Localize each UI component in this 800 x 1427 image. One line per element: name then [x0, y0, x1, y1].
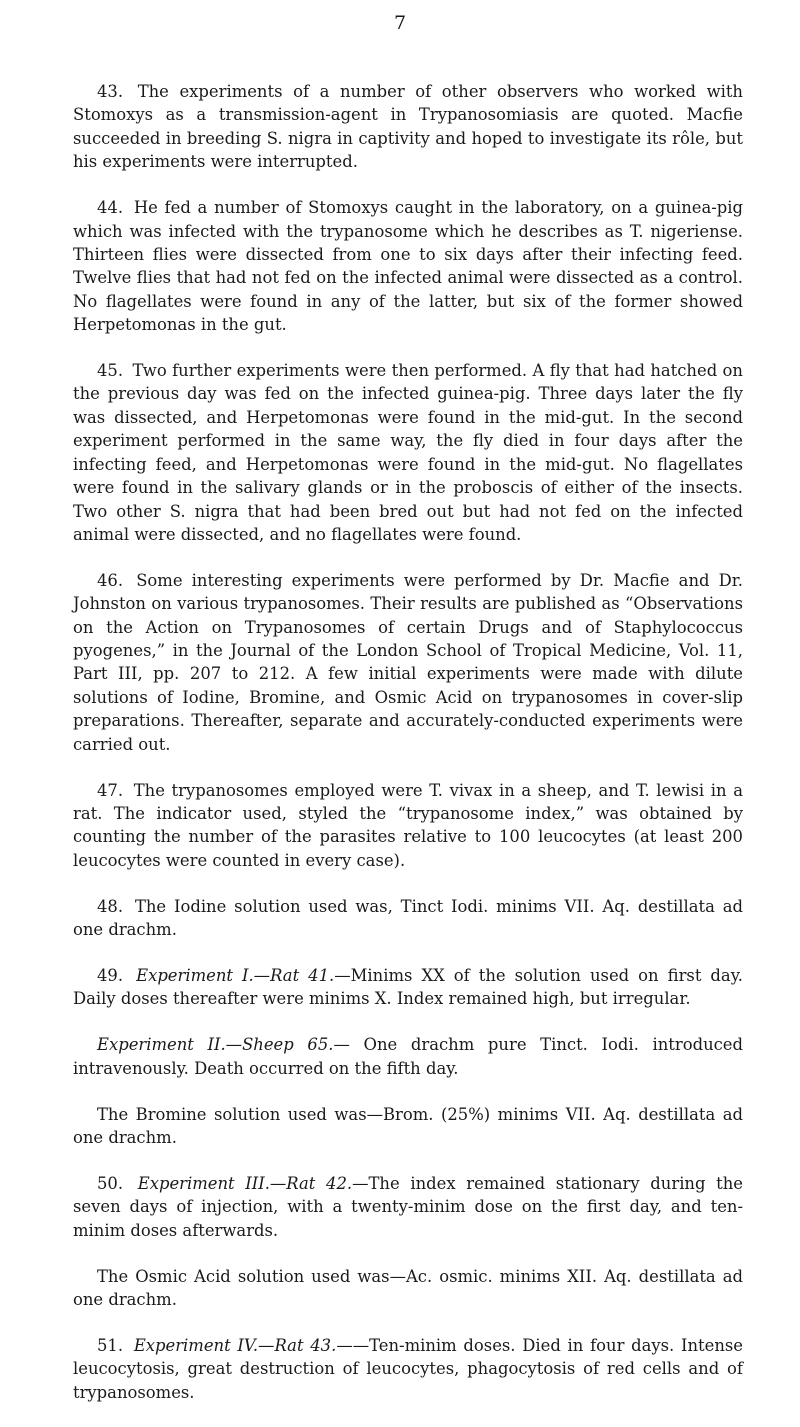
paragraph-bromine-solution	[73, 1103, 743, 1150]
paragraph-text: The trypanosomes employed were T. vivax in a sheep, and T. lewisi in a rat. The indicator used, styled the “trypanosome index,” was obtained by counting the number of the parasites relative to 100 leucocytes (at least 200 leucocytes were counted in every case).	[73, 780, 743, 870]
body-text	[73, 80, 743, 1427]
paragraph-46	[73, 569, 743, 756]
paragraph-number: 44.	[97, 198, 124, 218]
paragraph-text: The Iodine solution used was, Tinct Iodi. minims VII. Aq. destillata ad one drachm.	[73, 896, 743, 940]
paragraph-number: 50.	[97, 1173, 124, 1193]
experiment-label: Experiment I.—Rat 41.	[136, 966, 335, 985]
paragraph-number: 46.	[97, 570, 124, 590]
paragraph-number: 49.	[97, 966, 124, 985]
paragraph-44	[73, 196, 743, 336]
paragraph-number: 45.	[97, 361, 124, 381]
paragraph-43	[73, 80, 743, 174]
paragraph-50	[73, 1172, 743, 1242]
paragraph-48	[73, 895, 743, 942]
paragraph-text: — One drachm pure Tinct. Iodi. introduced intravenously. Death occurred on the fifth day.	[73, 1035, 744, 1078]
paragraph-text: —The index remained stationary during the seven days of injection, with a twenty-minim dose on the first day, and ten-minim doses afterwards.	[73, 1173, 743, 1240]
paragraph-51	[73, 1334, 743, 1404]
paragraph-number: 47.	[97, 780, 124, 800]
paragraph-osmic-solution	[73, 1265, 743, 1312]
paragraph-47	[73, 779, 743, 873]
paragraph-45	[73, 359, 743, 546]
experiment-label: Experiment III.—Rat 42.	[137, 1173, 353, 1193]
paragraph-text: ——Ten-minim doses. Died in four days. Intense leucocytosis, great destruction of leucocytes, phagocytosis of red cells and of trypanosomes.	[73, 1335, 743, 1402]
paragraph-number: 48.	[97, 896, 124, 916]
paragraph-text: The Bromine solution used was—Brom. (25%) minims VII. Aq. destillata ad one drachm.	[73, 1104, 743, 1148]
paragraph-text: The Osmic Acid solution used was—Ac. osmic. minims XII. Aq. destillata ad one drachm.	[73, 1266, 743, 1310]
experiment-label: Experiment II.—Sheep 65.	[97, 1035, 334, 1055]
paragraph-number: 43.	[97, 82, 124, 101]
paragraph-text: He fed a number of Stomoxys caught in the laboratory, on a guinea-pig which was infected with the trypanosome which he describes as T. nigeriense. Thirteen flies were dissected from one to six days after their infecting feed. Twelve flies that had not fed on the infected animal were dissected as a control. No flagellates were found in any of the latter, but six of the former showed Herpetomonas in the gut.	[73, 198, 743, 335]
experiment-label: Experiment IV.—Rat 43.	[133, 1335, 337, 1355]
paragraph-number: 51.	[97, 1335, 124, 1355]
paragraph-text: Two further experiments were then performed. A fly that had hatched on the previous day was fed on the infected guinea-pig. Three days later the fly was dissected, and Herpetomonas were found in the mid-gut. In the second experiment performed in the same way, the fly died in four days after the infecting feed, and Herpetomonas were found in the mid-gut. No flagellates were found in the salivary glands or in the proboscis of either of the insects. Two other S. nigra that had been bred out but had not fed on the infected animal were dissected, and no flagellates were found.	[73, 361, 743, 544]
paragraph-experiment-2	[73, 1033, 743, 1080]
paragraph-text: Some interesting experiments were performed by Dr. Macfie and Dr. Johnston on various trypanosomes. Their results are published as “Observations on the Action on Trypanosomes of certain Drugs and of Staphylococcus pyogenes,” in the Journal of the London School of Tropical Medicine, Vol. 11, Part III, pp. 207 to 212. A few initial experiments were made with dilute solutions of Iodine, Bromine, and Osmic Acid on trypanosomes in cover-slip preparations. Thereafter, separate and accurately-conducted experiments were carried out.	[73, 570, 743, 754]
paragraph-text: —Minims XX of the solution used on first day. Daily doses thereafter were minims X. Index remained high, but irregular.	[73, 966, 743, 1009]
paragraph-49	[73, 964, 743, 1011]
paragraph-text: The experiments of a number of other observers who worked with Stomoxys as a transmission-agent in Trypanosomiasis are quoted. Macfie succeeded in breeding S. nigra in captivity and hoped to investigate its rôle, but his experiments were interrupted.	[73, 82, 743, 172]
page-number: 7	[393, 12, 407, 34]
